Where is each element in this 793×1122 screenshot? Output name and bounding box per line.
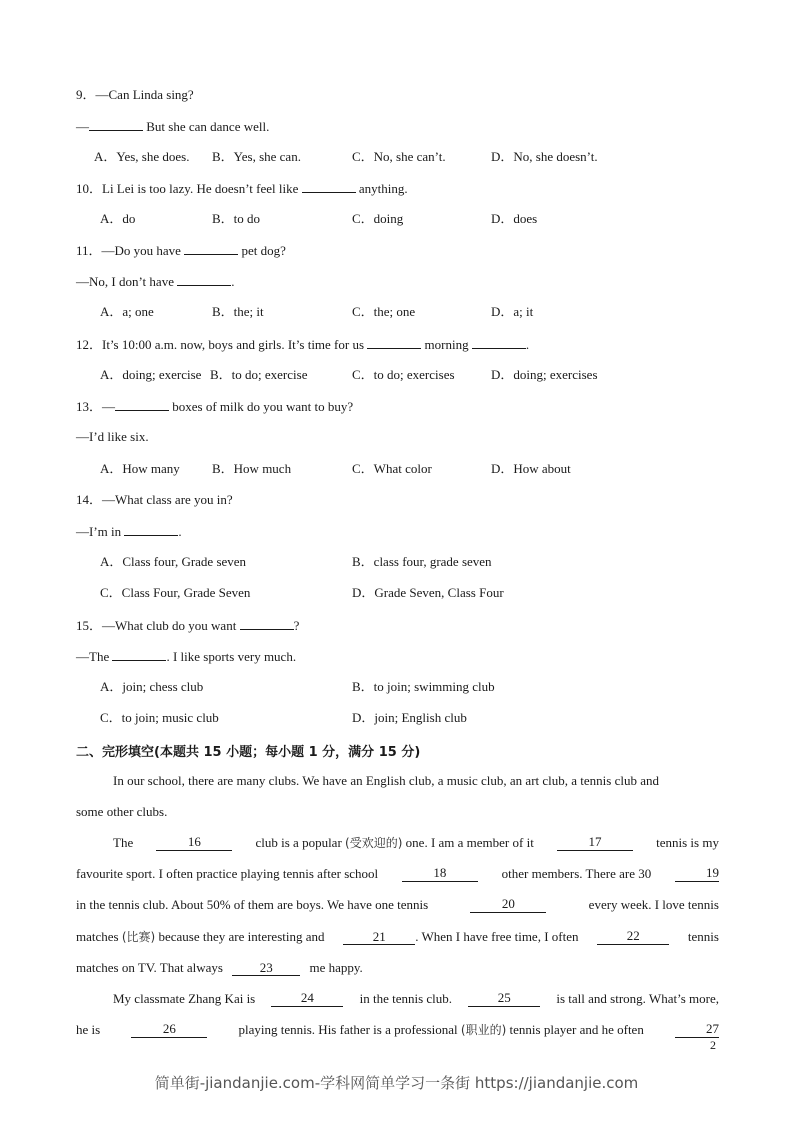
paragraph-text: some other clubs.	[76, 804, 168, 819]
text: club is a popular	[255, 835, 342, 850]
text: . When I have free time, I often	[415, 929, 579, 944]
question-14-stem: 14．—What class are you in?	[76, 492, 233, 507]
question-11-stem	[76, 242, 286, 259]
question-9-reply	[76, 118, 269, 135]
page-number: 2	[710, 1038, 716, 1052]
question-14-reply	[76, 523, 182, 540]
answer-blank	[89, 118, 143, 131]
answer-blank	[184, 242, 238, 255]
question-14-options-row1	[0, 554, 793, 570]
question-9-options	[0, 149, 793, 165]
answer-blank	[472, 336, 526, 349]
stem-text: .	[525, 337, 530, 352]
question-15-stem	[76, 617, 299, 634]
option-b: B．class four, grade seven	[352, 554, 492, 569]
blank-16: 16	[156, 835, 232, 851]
paragraph-2-line-2	[76, 866, 719, 882]
question-14-options-row2	[0, 585, 793, 601]
blank-21: 21	[343, 930, 415, 945]
stem-text: 13．—	[76, 399, 116, 414]
blank-22: 22	[597, 929, 669, 945]
text: because they are interesting and	[158, 929, 325, 944]
text: me happy.	[309, 960, 363, 975]
text: every week. I love tennis	[588, 897, 719, 912]
question-11-reply	[76, 273, 234, 290]
question-15-options-row2	[0, 710, 793, 726]
answer-blank	[112, 648, 166, 661]
paragraph-3-line-2	[76, 1022, 719, 1038]
option-b: B．How much	[212, 461, 292, 476]
text: he is	[76, 1022, 101, 1037]
text: playing tennis. His father is a professional	[238, 1022, 458, 1037]
text: matches	[76, 929, 119, 944]
question-15-options-row1	[0, 679, 793, 695]
question-10-options	[0, 211, 793, 227]
blank-26: 26	[131, 1022, 207, 1038]
reply-text: —No, I don’t have	[76, 274, 178, 289]
answer-blank	[177, 273, 231, 286]
question-13-stem	[76, 398, 353, 415]
option-d: D．doing; exercises	[491, 367, 598, 382]
option-a: A．doing; exercise	[100, 367, 202, 382]
stem-text: boxes of milk do you want to buy?	[169, 399, 354, 414]
paragraph-text: In our school, there are many clubs. We have an English club, a music club, an art club, a tennis club and	[113, 773, 659, 788]
text	[256, 835, 534, 851]
answer-blank	[367, 336, 421, 349]
reply-text: . I like sports very much.	[166, 649, 297, 664]
option-d: D．Grade Seven, Class Four	[352, 585, 504, 600]
paragraph-2-line-5	[76, 960, 719, 976]
text: one. I am a member of it	[405, 835, 534, 850]
answer-blank	[115, 398, 169, 411]
option-d: D．No, she doesn’t.	[491, 149, 598, 164]
reply-text: But she can dance well.	[143, 119, 270, 134]
option-d: D．How about	[491, 461, 571, 476]
question-10-stem	[76, 180, 408, 197]
option-a: A．do	[100, 211, 136, 226]
stem-text: 15．—What club do you want	[76, 618, 240, 633]
watermark: 简单街-jiandanjie.com-学科网简单学习一条街 https://jiandanjie.com	[154, 1074, 639, 1092]
option-d: D．does	[491, 211, 538, 226]
text	[239, 1022, 644, 1038]
answer-blank	[302, 180, 356, 193]
text: tennis is my	[656, 835, 719, 850]
reply-text: .	[231, 274, 235, 289]
blank-25: 25	[468, 991, 540, 1007]
stem-text: pet dog?	[238, 243, 286, 258]
option-a: A．Yes, she does.	[94, 149, 190, 164]
text: The	[113, 835, 134, 850]
reply-text: .	[178, 524, 182, 539]
chinese-gloss: (比赛)	[121, 930, 156, 944]
reply-text: —I’m in	[76, 524, 125, 539]
option-b: B．to do; exercise	[210, 367, 308, 382]
question-11-options	[0, 304, 793, 320]
section-title: 二、完形填空(本题共 15 小题；每小题 1 分，满分 15 分)	[76, 745, 421, 760]
option-a: A．join; chess club	[100, 679, 204, 694]
paragraph-1-line-2	[76, 804, 719, 820]
paragraph-2-line-4	[76, 929, 719, 945]
blank-24: 24	[271, 991, 343, 1007]
stem-text: 11．—Do you have	[76, 243, 185, 258]
chinese-gloss: (职业的)	[460, 1023, 507, 1037]
question-15-reply	[76, 648, 296, 665]
text: tennis player and he often	[509, 1022, 644, 1037]
text	[76, 929, 325, 945]
blank-18: 18	[402, 866, 478, 882]
question-13-options	[0, 461, 793, 477]
text: is tall and strong. What’s more,	[556, 991, 719, 1006]
paragraph-2-line-1	[76, 835, 719, 851]
blank-23: 23	[232, 961, 300, 976]
option-b: B．Yes, she can.	[212, 149, 301, 164]
chinese-gloss: (受欢迎的)	[345, 836, 403, 850]
question-12-stem	[76, 336, 529, 353]
option-c: C．doing	[352, 211, 404, 226]
blank-group	[343, 929, 578, 945]
text: matches on TV. That always	[76, 960, 223, 975]
reply-dash: —	[76, 119, 89, 134]
option-c: C．What color	[352, 461, 432, 476]
option-d: D．a; it	[491, 304, 534, 319]
stem-text: ?	[293, 618, 300, 633]
answer-blank	[124, 523, 178, 536]
option-b: B．to do	[212, 211, 261, 226]
option-c: C．the; one	[352, 304, 416, 319]
answer-blank	[240, 617, 294, 630]
blank-17: 17	[557, 835, 633, 851]
text: other members. There are 30	[501, 866, 652, 881]
option-a: A．a; one	[100, 304, 154, 319]
stem-text: morning	[421, 337, 472, 352]
question-12-options	[0, 367, 793, 383]
text: in the tennis club.	[359, 991, 453, 1006]
blank-19: 19	[675, 866, 719, 882]
reply-text: —The	[76, 649, 113, 664]
paragraph-2-line-3	[76, 897, 719, 913]
paragraph-1-line-1	[76, 773, 719, 789]
option-c: C．No, she can’t.	[352, 149, 446, 164]
option-b: B．to join; swimming club	[352, 679, 495, 694]
stem-text: anything.	[355, 181, 408, 196]
blank-20: 20	[470, 897, 546, 913]
text: in the tennis club. About 50% of them are boys. We have one tennis	[76, 897, 429, 912]
option-b: B．the; it	[212, 304, 264, 319]
option-c: C．to do; exercises	[352, 367, 455, 382]
paragraph-3-line-1	[76, 991, 719, 1007]
text: My classmate Zhang Kai is	[113, 991, 256, 1006]
text: tennis	[687, 929, 719, 944]
text: favourite sport. I often practice playing tennis after school	[76, 866, 379, 881]
question-13-reply: —I’d like six.	[76, 429, 149, 444]
option-a: A．How many	[100, 461, 180, 476]
option-c: C．Class Four, Grade Seven	[100, 585, 251, 600]
option-d: D．join; English club	[352, 710, 467, 725]
question-9-stem: 9．—Can Linda sing?	[76, 87, 194, 102]
stem-text: 10．Li Lei is too lazy. He doesn’t feel like	[76, 181, 302, 196]
option-c: C．to join; music club	[100, 710, 219, 725]
option-a: A．Class four, Grade seven	[100, 554, 247, 569]
stem-text: 12．It’s 10:00 a.m. now, boys and girls. It’s time for us	[76, 337, 368, 352]
blank-27: 27	[675, 1022, 719, 1038]
